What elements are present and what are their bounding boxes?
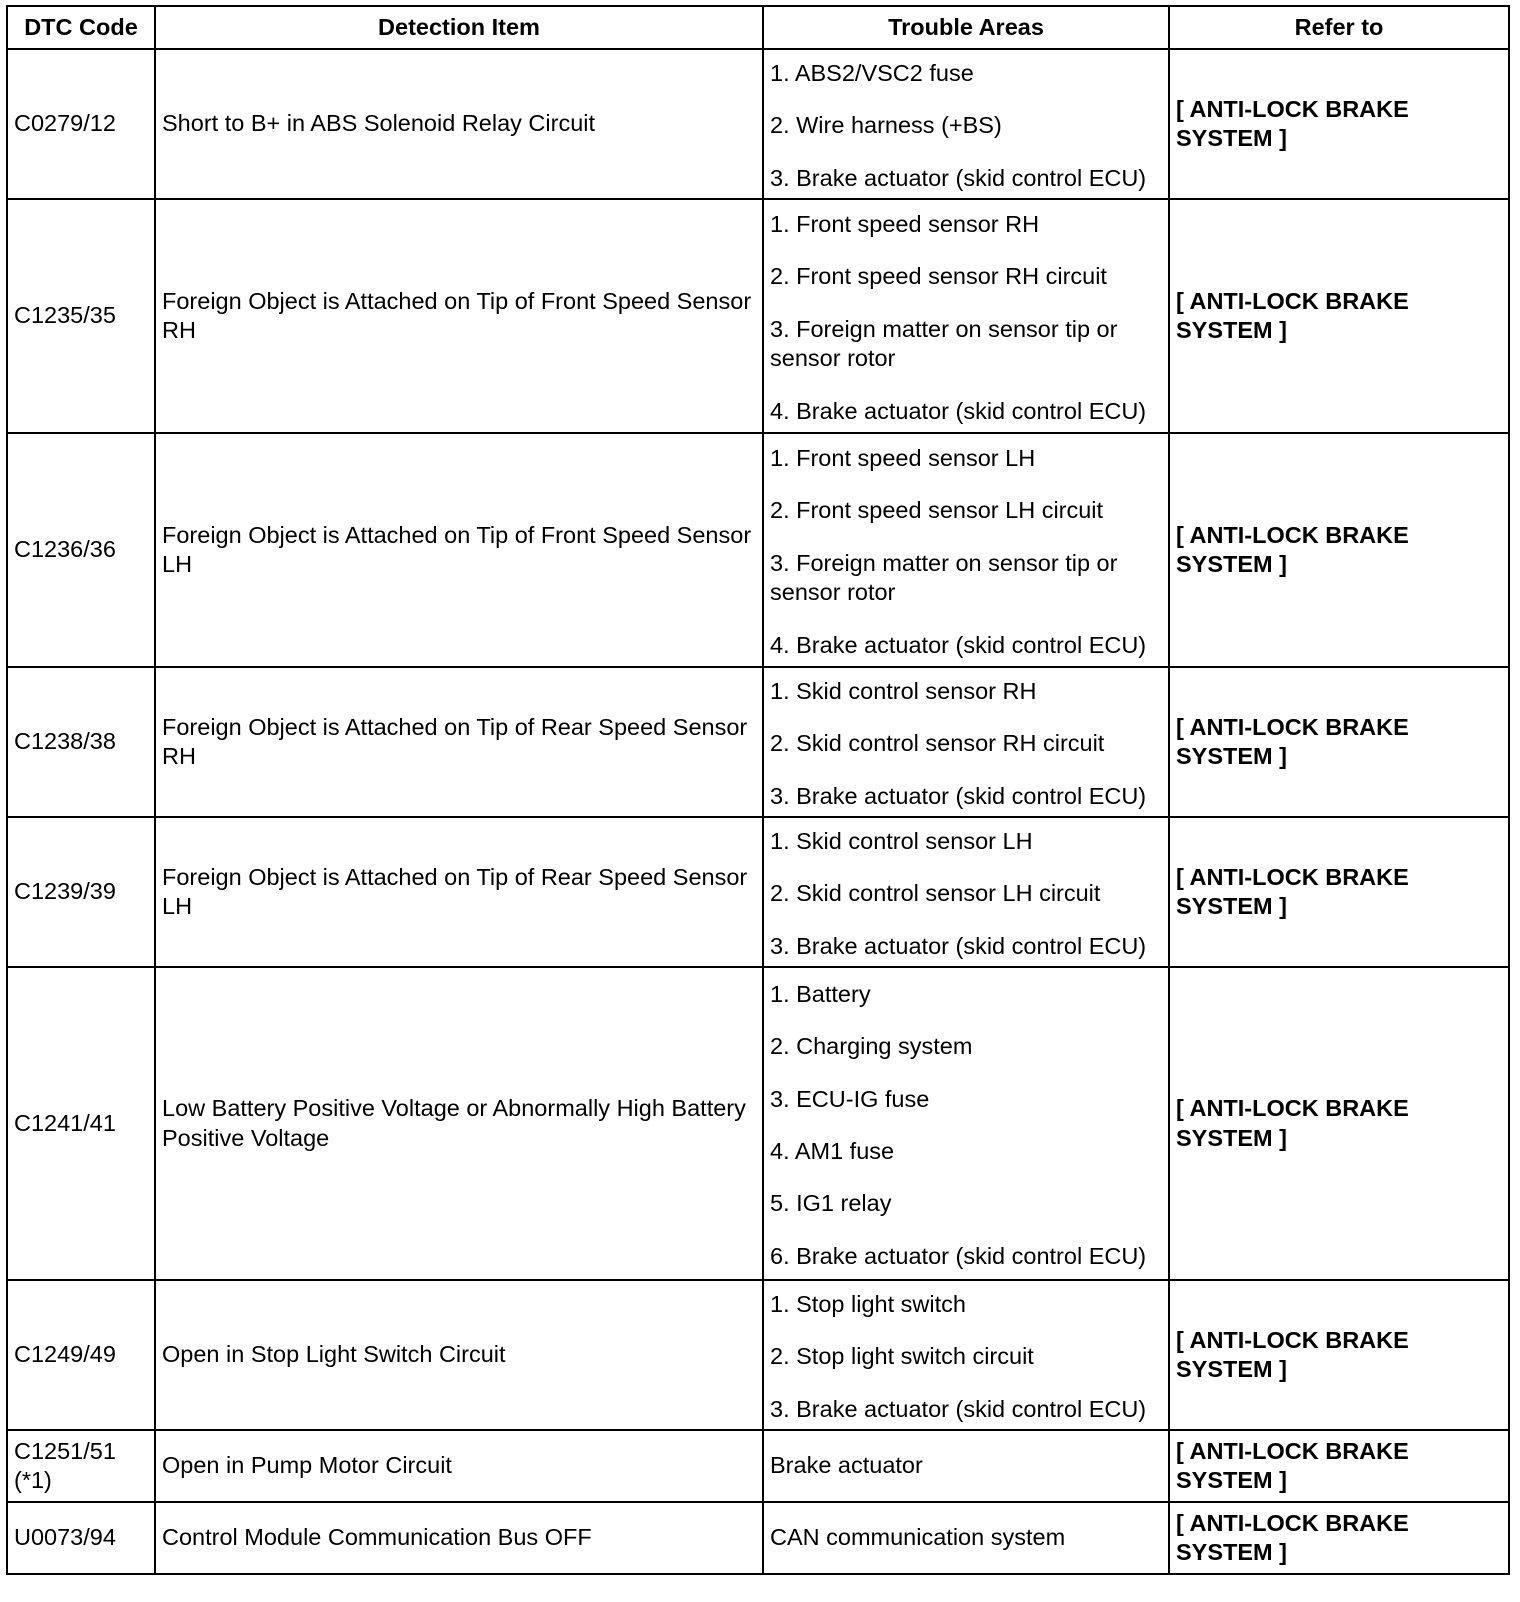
refer-to-link[interactable]: [ ANTI-LOCK BRAKE SYSTEM ] xyxy=(1169,1280,1509,1430)
trouble-area-item: 2. Front speed sensor RH circuit xyxy=(770,263,1107,290)
refer-to-link[interactable]: [ ANTI-LOCK BRAKE SYSTEM ] xyxy=(1169,433,1509,667)
dtc-code: C1239/39 xyxy=(7,817,155,967)
table-row xyxy=(7,817,1509,967)
table-row xyxy=(7,1280,1509,1430)
table-row xyxy=(7,199,1509,433)
header-detection-item: Detection Item xyxy=(155,6,763,49)
detection-item: Open in Pump Motor Circuit xyxy=(155,1430,763,1502)
trouble-area-item: 3. ECU-IG fuse xyxy=(770,1085,930,1112)
header-dtc-code: DTC Code xyxy=(7,6,155,49)
table-row xyxy=(7,49,1509,199)
trouble-area-item: 3. Foreign matter on sensor tip or sensor rotor xyxy=(770,549,1118,606)
trouble-area-item: 1. Skid control sensor RH xyxy=(770,677,1037,704)
trouble-area-item: 5. IG1 relay xyxy=(770,1190,892,1217)
refer-to-link[interactable]: [ ANTI-LOCK BRAKE SYSTEM ] xyxy=(1169,967,1509,1280)
dtc-code xyxy=(7,1430,155,1502)
table-row xyxy=(7,967,1509,1280)
dtc-code: C1249/49 xyxy=(7,1280,155,1430)
trouble-areas xyxy=(763,667,1169,817)
trouble-area-item: 2. Charging system xyxy=(770,1033,973,1060)
detection-item: Low Battery Positive Voltage or Abnormally High Battery Positive Voltage xyxy=(155,967,763,1280)
trouble-area-item: 2. Front speed sensor LH circuit xyxy=(770,497,1104,524)
trouble-area-item: CAN communication system xyxy=(770,1524,1066,1551)
refer-to-link[interactable]: [ ANTI-LOCK BRAKE SYSTEM ] xyxy=(1169,1502,1509,1574)
trouble-areas xyxy=(763,967,1169,1280)
dtc-code: C1238/38 xyxy=(7,667,155,817)
dtc-code: C1235/35 xyxy=(7,199,155,433)
trouble-area-item: 4. Brake actuator (skid control ECU) xyxy=(770,631,1147,658)
detection-item: Control Module Communication Bus OFF xyxy=(155,1502,763,1574)
trouble-areas xyxy=(763,1430,1169,1502)
dtc-code: C1236/36 xyxy=(7,433,155,667)
trouble-area-item: 1. Front speed sensor RH xyxy=(770,211,1040,238)
trouble-area-item: 3. Brake actuator (skid control ECU) xyxy=(770,164,1147,191)
dtc-code-value: C1251/51 xyxy=(14,1437,116,1464)
trouble-areas xyxy=(763,1280,1169,1430)
trouble-area-item: 1. ABS2/VSC2 fuse xyxy=(770,59,974,86)
trouble-area-item: 3. Brake actuator (skid control ECU) xyxy=(770,782,1147,809)
detection-item: Foreign Object is Attached on Tip of Rear Speed Sensor RH xyxy=(155,667,763,817)
trouble-area-item: 3. Foreign matter on sensor tip or sensor rotor xyxy=(770,315,1118,372)
header-refer-to: Refer to xyxy=(1169,6,1509,49)
trouble-areas xyxy=(763,49,1169,199)
trouble-area-item: 2. Skid control sensor LH circuit xyxy=(770,880,1101,907)
detection-item: Foreign Object is Attached on Tip of Front Speed Sensor RH xyxy=(155,199,763,433)
trouble-area-item: 3. Brake actuator (skid control ECU) xyxy=(770,1395,1147,1422)
trouble-areas xyxy=(763,1502,1169,1574)
dtc-code: C1241/41 xyxy=(7,967,155,1280)
refer-to-link[interactable]: [ ANTI-LOCK BRAKE SYSTEM ] xyxy=(1169,199,1509,433)
detection-item: Foreign Object is Attached on Tip of Rear Speed Sensor LH xyxy=(155,817,763,967)
table-row xyxy=(7,667,1509,817)
trouble-area-item: 2. Wire harness (+BS) xyxy=(770,112,1002,139)
trouble-area-item: 2. Skid control sensor RH circuit xyxy=(770,730,1105,757)
dtc-table xyxy=(6,5,1510,1575)
table-row xyxy=(7,1430,1509,1502)
table-row xyxy=(7,433,1509,667)
dtc-code: U0073/94 xyxy=(7,1502,155,1574)
table-row xyxy=(7,1502,1509,1574)
trouble-area-item: Brake actuator xyxy=(770,1452,923,1479)
detection-item: Short to B+ in ABS Solenoid Relay Circuit xyxy=(155,49,763,199)
refer-to-link[interactable]: [ ANTI-LOCK BRAKE SYSTEM ] xyxy=(1169,49,1509,199)
dtc-code: C0279/12 xyxy=(7,49,155,199)
table-header-row xyxy=(7,6,1509,49)
refer-to-link[interactable]: [ ANTI-LOCK BRAKE SYSTEM ] xyxy=(1169,1430,1509,1502)
trouble-areas xyxy=(763,433,1169,667)
dtc-code-footnote: (*1) xyxy=(14,1467,52,1493)
trouble-areas xyxy=(763,199,1169,433)
trouble-areas xyxy=(763,817,1169,967)
trouble-area-item: 1. Skid control sensor LH xyxy=(770,827,1033,854)
trouble-area-item: 1. Stop light switch xyxy=(770,1290,966,1317)
header-trouble-areas: Trouble Areas xyxy=(763,6,1169,49)
detection-item: Open in Stop Light Switch Circuit xyxy=(155,1280,763,1430)
trouble-area-item: 4. Brake actuator (skid control ECU) xyxy=(770,397,1147,424)
trouble-area-item: 1. Front speed sensor LH xyxy=(770,445,1036,472)
detection-item: Foreign Object is Attached on Tip of Front Speed Sensor LH xyxy=(155,433,763,667)
trouble-area-item: 4. AM1 fuse xyxy=(770,1138,895,1164)
trouble-area-item: 2. Stop light switch circuit xyxy=(770,1343,1034,1370)
trouble-area-item: 6. Brake actuator (skid control ECU) xyxy=(770,1242,1147,1269)
refer-to-link[interactable]: [ ANTI-LOCK BRAKE SYSTEM ] xyxy=(1169,817,1509,967)
dtc-table-wrapper xyxy=(6,5,1510,1575)
trouble-area-item: 3. Brake actuator (skid control ECU) xyxy=(770,932,1147,959)
trouble-area-item: 1. Battery xyxy=(770,980,871,1007)
refer-to-link[interactable]: [ ANTI-LOCK BRAKE SYSTEM ] xyxy=(1169,667,1509,817)
